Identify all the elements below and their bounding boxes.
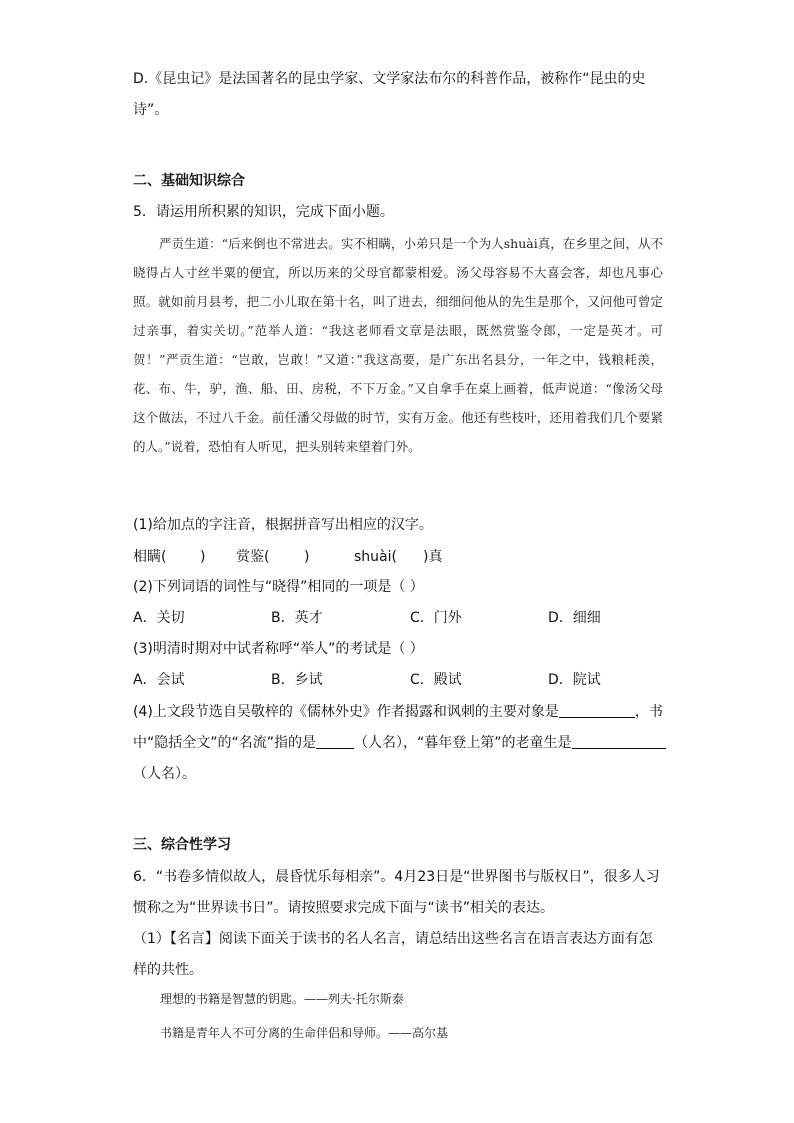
option-b: B．乡试 — [271, 672, 323, 688]
option-d: D．院试 — [548, 672, 601, 688]
option-b: B．英才 — [271, 610, 323, 626]
q5-sub4-text1-end: ，书 — [634, 704, 663, 720]
q5-sub4-line3: （人名）。 — [133, 766, 196, 782]
quote-1: 理想的书籍是智慧的钥匙。——列夫·托尔斯泰 — [160, 992, 404, 1006]
q5-sub4-line1 — [133, 697, 663, 728]
option-c: C．门外 — [410, 610, 462, 626]
answer-blank-object[interactable] — [559, 701, 635, 718]
quote-2: 书籍是青年人不可分离的生命伴侣和导师。——高尔基 — [160, 1026, 449, 1040]
section-heading-3: 三、综合性学习 — [133, 837, 231, 853]
q5-sub4-text1: (4)上文段节选自吴敬梓的《儒林外史》作者揭露和讽刺的主要对象是 — [133, 704, 559, 720]
blank-label-xiangman: 相瞒( — [133, 549, 167, 565]
q5-sub2-options — [133, 606, 663, 630]
blank-label-shuai: shuài( — [354, 549, 397, 565]
q4-option-d — [133, 64, 663, 126]
question-6-stem: 6．“书卷多情似故人，晨昏忧乐每相亲”。4月23日是“世界图书与版权日”，很多人习惯称之为“世界读书日”。请按照要求完成下面与“读书”相关的表达。 — [133, 869, 660, 916]
section-heading-2: 二、基础知识综合 — [133, 173, 245, 189]
option-d: D．细细 — [548, 610, 601, 626]
q5-sub3-stem: (3)明清时期对中试者称呼“举人”的考试是（ ） — [133, 641, 424, 657]
q5-sub4-line2 — [133, 728, 663, 759]
option-text: 《昆虫记》是法国著名的昆虫学家、文学家法布尔的科普作品，被称作“昆虫的史诗”。 — [133, 71, 646, 118]
option-label: D. — [133, 71, 149, 87]
q6-sub1-stem: （1）【名言】阅读下面关于读书的名人名言，请总结出这些名言在语言表达方面有怎样的共性。 — [133, 931, 653, 978]
q5-sub2-stem: (2)下列词语的词性与“晓得”相同的一项是（ ） — [133, 579, 424, 595]
q5-sub3-options — [133, 668, 663, 692]
option-a: A．会试 — [133, 672, 185, 688]
q5-sub4-text2: 中“隐括全文”的“名流”指的是 — [133, 735, 317, 751]
reading-passage: 严贡生道：“后来倒也不常进去。实不相瞒，小弟只是一个为人shuài真，在乡里之间，从不晓得占人寸丝半粟的便宜，所以历来的父母官都蒙相爱。汤父母容易不大喜会客，却也凡事心照。就如前月县考，把二小儿取在第十名，叫了进去，细细问他从的先生是那个，又问他可曾定过亲事，着实关切。”范举人道：“我这老师看文章是法眼，既然赏鉴令郎，一定是英才。可贺！”严贡生道：“岂敢，岂敢！”又道：”我这高要，是广东出名县分，一年之中，钱粮耗羡，花、布、牛，驴，渔、船、田、房税，不下万金。”又自拿手在桌上画着，低声说道：“像汤父母这个做法，不过八千金。前任潘父母做的时节，实有万金。他还有些枝叶，还用着我们几个要紧的人。”说着，恐怕有人听见，把头别转来望着门外。 — [133, 236, 663, 454]
blank-close-1: ) — [200, 549, 206, 565]
option-a: A．关切 — [133, 610, 185, 626]
blank-label-shangjian: 赏鉴( — [236, 549, 270, 565]
q5-sub4-text2-mid: （人名），“暮年登上第”的老童生是 — [354, 735, 572, 751]
option-c: C．殿试 — [410, 672, 462, 688]
q5-sub1-blanks — [133, 545, 663, 569]
q5-sub1-stem: (1)给加点的字注音，根据拼音写出相应的汉字。 — [133, 517, 433, 533]
question-5-stem: 5．请运用所积累的知识，完成下面小题。 — [133, 204, 394, 220]
blank-close-3: )真 — [423, 549, 443, 565]
answer-blank-mingliu[interactable] — [316, 732, 354, 749]
answer-blank-old-scholar[interactable] — [572, 732, 666, 749]
blank-close-2: ) — [304, 549, 310, 565]
